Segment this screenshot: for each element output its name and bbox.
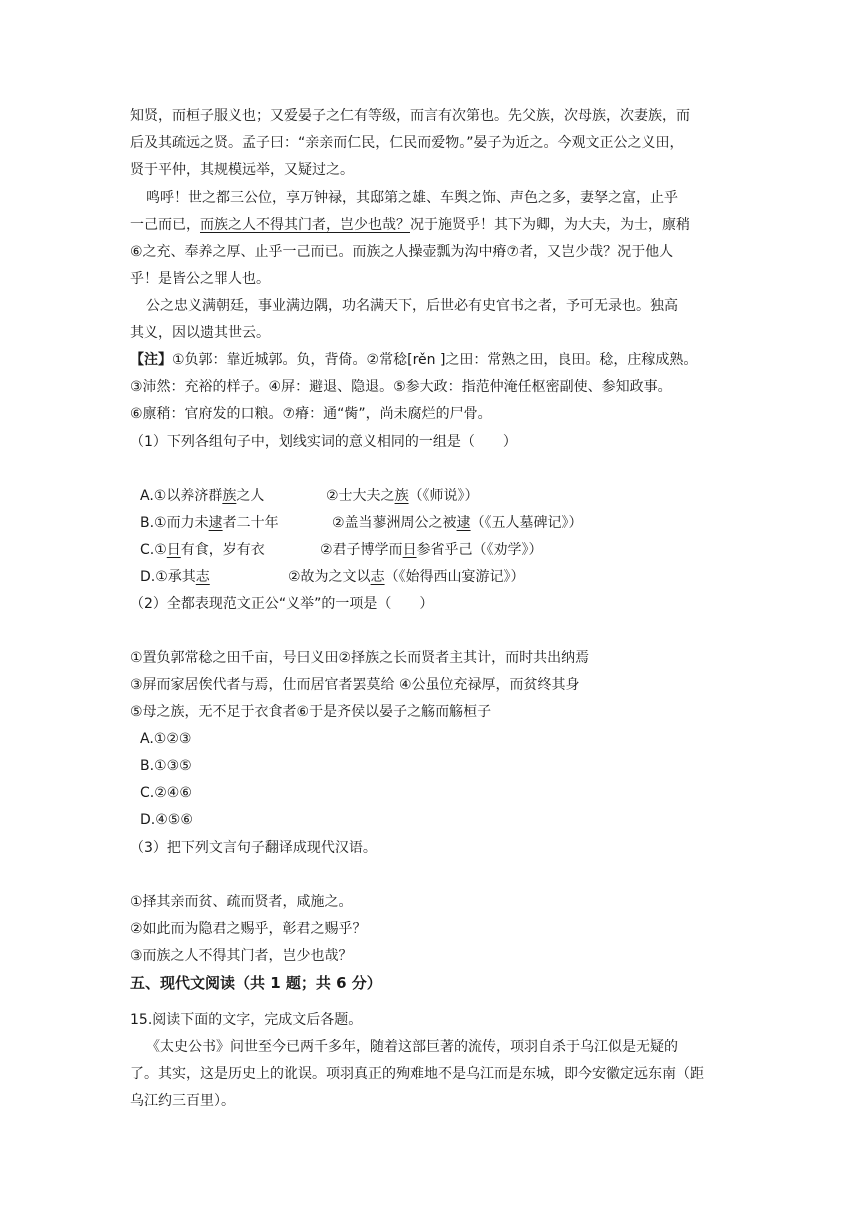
passage-line: ⑥之充、奉养之厚、止乎一己而已。而族之人操壶瓢为沟中瘠⑦者，又岂少哉？况于他人 xyxy=(130,244,674,260)
option-text: 者二十年 xyxy=(222,515,279,531)
option-d[interactable] xyxy=(140,567,740,587)
option-text: （《五人墓碑记》） xyxy=(470,515,583,531)
statement-line: ⑤母之族，无不足于衣食者⑥于是齐侯以晏子之觞而觞桓子 xyxy=(130,704,492,720)
option-text: ②士大夫之 xyxy=(326,488,395,504)
notes-line: ⑥廪稍：官府发的口粮。⑦瘠：通“胔”，尚未腐烂的尸骨。 xyxy=(130,406,492,422)
underlined-word: 日 xyxy=(402,542,417,558)
translate-item: ①择其亲而贫、疏而贤者，咸施之。 xyxy=(130,894,353,910)
section-title: 五、现代文阅读（共 1 题；共 6 分） xyxy=(130,974,382,992)
option-text: B.①而力未 xyxy=(140,515,209,531)
underlined-word: 志 xyxy=(195,569,210,585)
question-stem: （3）把下列文言句子翻译成现代汉语。 xyxy=(130,840,377,856)
option-text: ②君子博学而 xyxy=(320,542,403,558)
notes-line xyxy=(130,350,730,370)
option-text: 有食，岁有衣 xyxy=(180,542,265,558)
underlined-word: 逮 xyxy=(208,515,223,531)
option-b[interactable]: B.①③⑤ xyxy=(140,758,192,774)
question-stem: （2）全都表现范文正公“义举”的一项是（ ） xyxy=(130,596,434,612)
passage-line xyxy=(130,215,730,235)
statement-line: ①置负郭常稔之田千亩，号曰义田②择族之长而贤者主其计，而时共出纳焉 xyxy=(130,650,590,666)
option-d[interactable]: D.④⑤⑥ xyxy=(140,812,193,828)
option-text: （《始得西山宴游记》） xyxy=(384,569,525,585)
option-text: 之人 xyxy=(236,488,265,504)
notes-line: ③沛然：充裕的样子。④屏：避退、隐退。⑤参大政：指范仲淹任枢密副使、参知政事。 xyxy=(130,379,672,395)
option-a[interactable] xyxy=(140,486,740,506)
option-text: ②盖当蓼洲周公之被 xyxy=(332,515,457,531)
notes-text: ①负郭：靠近城郭。负，背倚。②常稔[rěn ]之田：常熟之田，良田。稔，庄稼成熟。 xyxy=(172,352,698,368)
option-text: （《师说》） xyxy=(408,488,479,504)
option-text: C.① xyxy=(140,542,167,558)
passage-text: 况于施贤乎！其下为卿，为大夫，为士，廪稍 xyxy=(410,217,690,233)
option-text: 参省乎己（《劝学》） xyxy=(416,542,543,558)
underlined-word: 志 xyxy=(370,569,385,585)
passage-line: 鸣呼！世之都三公位，享万钟禄，其邸第之雄、车舆之饰、声色之多，妻孥之富，止乎 xyxy=(146,190,678,206)
underlined-word: 族 xyxy=(394,488,409,504)
translate-item: ③而族之人不得其门者，岂少也哉？ xyxy=(130,948,353,964)
notes-label: 【注】 xyxy=(130,352,172,368)
underlined-word: 日 xyxy=(166,542,181,558)
statement-line: ③屏而家居俟代者与焉，仕而居官者罢莫给 ④公虽位充禄厚，而贫终其身 xyxy=(130,677,580,693)
option-c[interactable] xyxy=(140,540,740,560)
underlined-word: 族 xyxy=(222,488,237,504)
option-b[interactable] xyxy=(140,513,740,533)
question-number: 15.阅读下面的文字，完成文后各题。 xyxy=(130,1012,363,1028)
passage-line: 贤于平仲，其规模远举，又疑过之。 xyxy=(130,162,354,178)
translate-item: ②如此而为隐君之赐乎，彰君之赐乎？ xyxy=(130,921,367,937)
passage-line: 知贤，而桓子服义也；又爱晏子之仁有等级，而言有次第也。先父族，次母族，次妻族，而 xyxy=(130,108,690,124)
question-stem: （1）下列各组句子中，划线实词的意义相同的一组是（ ） xyxy=(130,434,517,450)
option-text: ②故为之文以 xyxy=(288,569,371,585)
passage-line: 乌江约三百里）。 xyxy=(130,1093,235,1109)
underlined-sentence: 而族之人不得其门者，岂少也哉？ xyxy=(200,217,410,233)
passage-line: 乎！是皆公之罪人也。 xyxy=(130,271,270,287)
option-part-2 xyxy=(326,486,479,506)
option-c[interactable]: C.②④⑥ xyxy=(140,785,192,801)
passage-line: 公之忠义满朝廷，事业满边隅，功名满天下，后世必有史官书之者，予可无录也。独高 xyxy=(146,298,678,314)
option-part-2 xyxy=(288,567,525,587)
passage-text: 一己而已， xyxy=(130,217,200,233)
option-part-2 xyxy=(320,540,543,560)
passage-line: 《太史公书》问世至今已两千多年，随着这部巨著的流传，项羽自杀于乌江似是无疑的 xyxy=(146,1039,678,1055)
passage-line: 后及其疏远之贤。孟子曰：“亲亲而仁民，仁民而爱物。”晏子为近之。今观文正公之义田， xyxy=(130,135,684,151)
option-part-2 xyxy=(332,513,583,533)
option-text: A.①以养济群 xyxy=(140,488,223,504)
option-a[interactable]: A.①②③ xyxy=(140,731,192,747)
underlined-word: 逮 xyxy=(456,515,471,531)
option-text: D.①承其 xyxy=(140,569,196,585)
passage-line: 了。其实，这是历史上的讹误。项羽真正的殉难地不是乌江而是东城，即今安徽定远东南（距 xyxy=(130,1066,704,1082)
passage-line: 其义，因以遗其世云。 xyxy=(130,325,270,341)
